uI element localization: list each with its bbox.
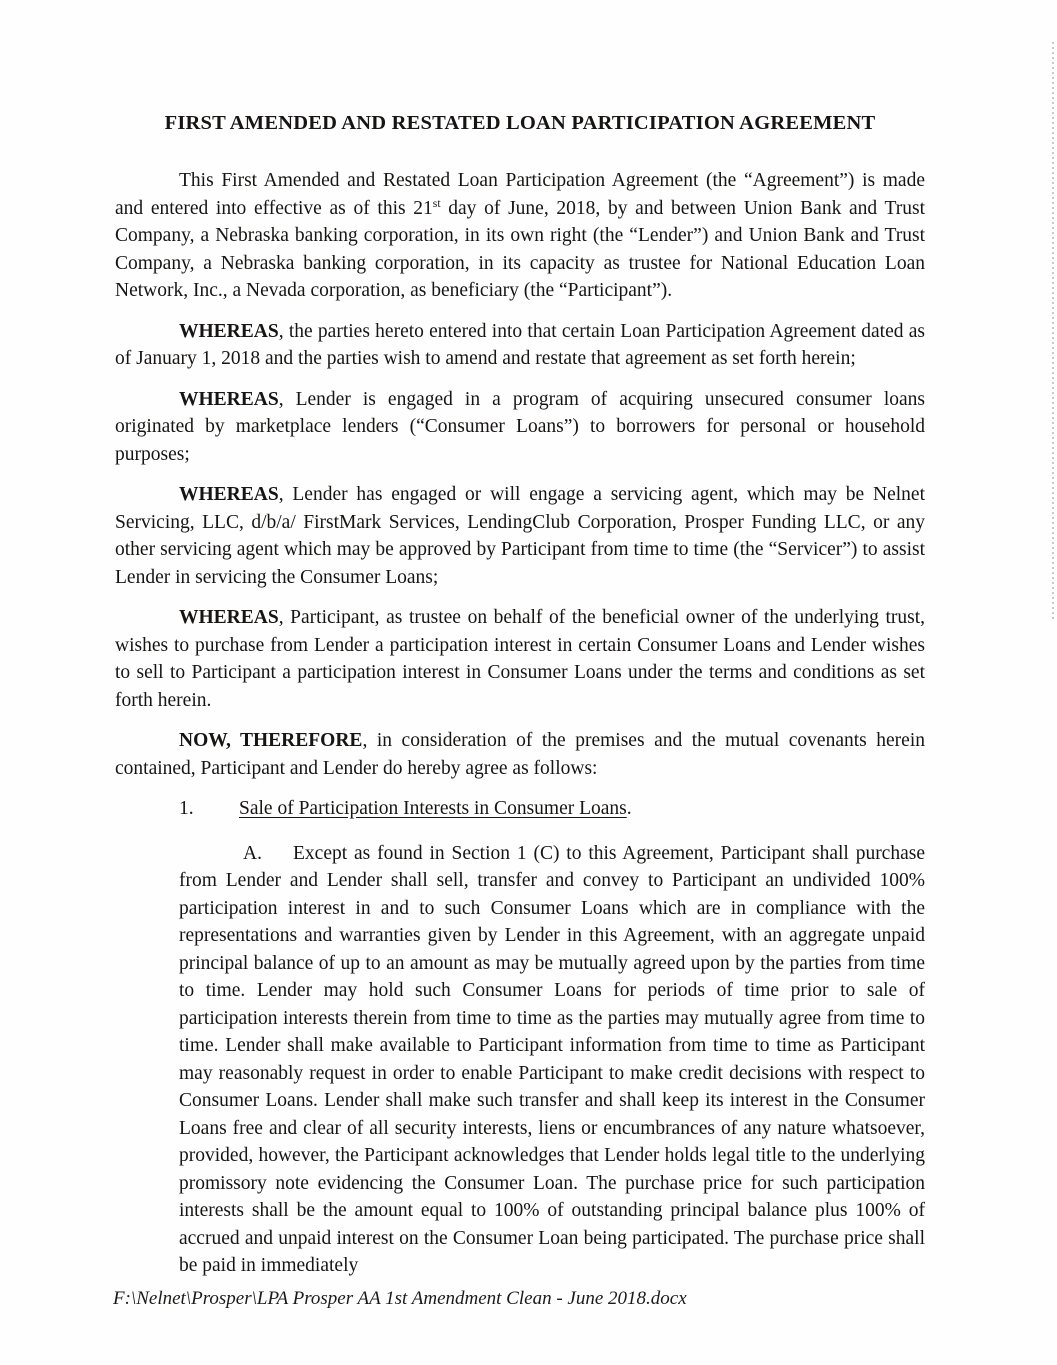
paragraph (115, 318, 925, 373)
paragraph (115, 727, 925, 782)
text-segment: This First Amended and Restated Loan Participation Agreement (the “Agreement”) is made and entered into effective as of this 21 (115, 170, 925, 219)
text-segment: day of June, 2018, by and between Union Bank and Trust Company, a Nebraska banking corporation, in its own right (the “Lender”) and Union Bank and Trust Company, a Nebraska banking corporation, in its capacity as trustee for National Education Loan Network, Inc., a Nevada corporation, as beneficiary (the “Participant”). (115, 197, 925, 301)
text-segment: WHEREAS (179, 484, 279, 505)
text-segment: . (626, 798, 632, 819)
text-segment: Except as found in Section 1 (C) to this Agreement, Participant shall purchase from Lender and Lender shall sell, transfer and convey to Participant an undivided 100% participation interest in and to such Consumer Loans which are in compliance with the representations and warranties given by Lender in this Agreement, with an aggregate unpaid principal balance of up to an amount as may be mutually agreed upon by the parties from time to time. Lender may hold such Consumer Loans for periods of time prior to sale of participation interests therein from time to time as the parties may mutually agree from time to time. Lender shall make available to Participant information from time to time as Participant may reasonably request in order to enable Participant to make credit decisions with respect to Consumer Loans. Lender shall make such transfer and shall keep its interest in the Consumer Loans free and clear of all security interests, liens or encumbrances of any nature whatsoever, provided, however, the Participant acknowledges that Lender holds legal title to the underlying promissory note evidencing the Consumer Loan. The purchase price for such participation interests shall be the amount equal to 100% of outstanding principal balance plus 100% of accrued and unpaid interest on the Consumer Loan being participated. The purchase price shall be paid in immediately (179, 842, 925, 1276)
text-segment: Sale of Participation Interests in Consumer Loans (239, 798, 627, 819)
text-segment: WHEREAS (179, 320, 279, 342)
paragraph (115, 481, 925, 591)
text-segment: , the parties hereto entered into that certain Loan Participation Agreement dated as of January 1, 2018 and the parties wish to amend and restate that agreement as set forth herein; (115, 320, 925, 369)
text-segment: , Participant, as trustee on behalf of the beneficial owner of the underlying trust, wishes to purchase from Lender a participation interest in certain Consumer Loans and Lender wishes to sell to Participant a participation interest in Consumer Loans under the terms and conditions as set forth herein. (115, 607, 925, 711)
text-segment: , Lender is engaged in a program of acquiring unsecured consumer loans originated by marketplace lenders (“Consumer Loans”) to borrowers for personal or household purposes; (115, 388, 925, 465)
paragraph (115, 386, 925, 469)
text-segment: WHEREAS (179, 388, 279, 410)
paragraph (179, 840, 925, 1280)
paragraph-marker: 1. (179, 798, 194, 819)
section-heading (115, 795, 925, 823)
text-segment: , in consideration of the premises and the mutual covenants herein contained, Participant and Lender do hereby agree as follows: (115, 730, 925, 779)
paragraph-marker: A. (243, 842, 262, 864)
superscript-text: st (432, 197, 441, 211)
text-segment: NOW, THEREFORE (179, 730, 363, 751)
footer-file-path: F:\Nelnet\Prosper\LPA Prosper AA 1st Amendment Clean - June 2018.docx (113, 1288, 687, 1309)
paragraph (115, 604, 925, 714)
text-segment: WHEREAS (179, 607, 279, 628)
document-title: FIRST AMENDED AND RESTATED LOAN PARTICIPATION AGREEMENT (164, 112, 876, 134)
scan-artifact-line (1052, 42, 1054, 622)
document-body (115, 112, 925, 1293)
paragraph (115, 167, 925, 305)
text-segment: , Lender has engaged or will engage a servicing agent, which may be Nelnet Servicing, LLC, d/b/a/ FirstMark Services, LendingClub Corporation, Prosper Funding LLC, or any other servicing agent which may be approved by Participant from time to time (the “Servicer”) to assist Lender in servicing the Consumer Loans; (115, 484, 925, 588)
